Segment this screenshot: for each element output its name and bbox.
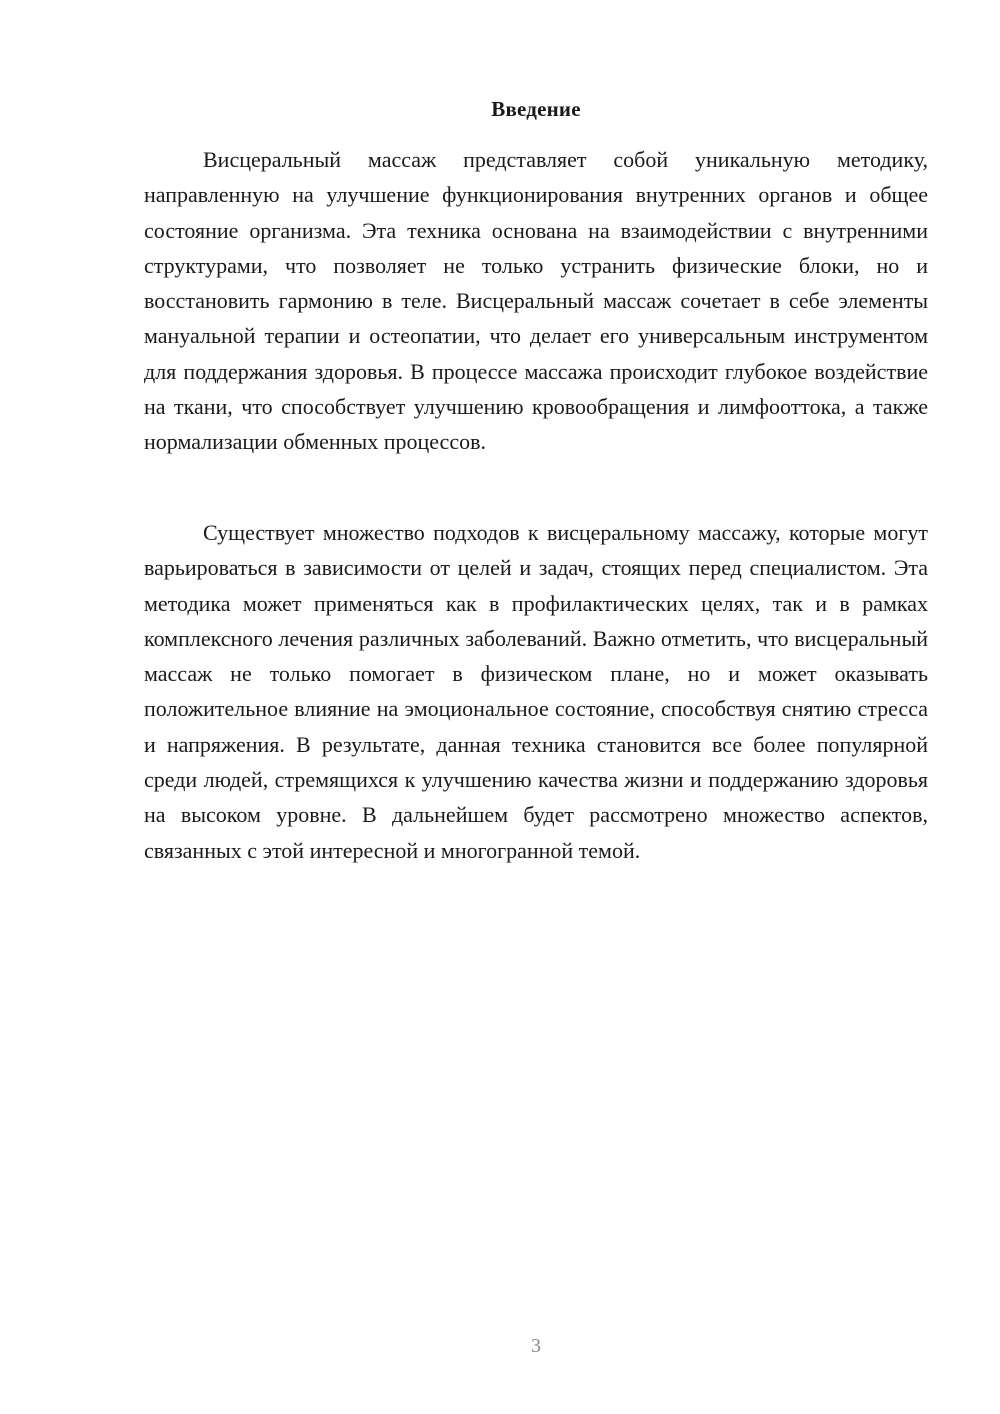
paragraph-1: Висцеральный массаж представляет собой уникальную методику, направленную на улучшение функционирования внутренних органов и общее состояние организма. Эта техника основана на взаимодействии с внутренними структурами, что позволяет не только устранить физические блоки, но и восстановить гармонию в теле. Висцеральный массаж сочетает в себе элементы мануальной терапии и остеопатии, что делает его универсальным инструментом для поддержания здоровья. В процессе массажа происходит глубокое воздействие на ткани, что способствует улучшению кровообращения и лимфооттока, а также нормализации обменных процессов. (144, 147, 928, 455)
page-number: 3 (531, 1335, 541, 1357)
section-heading: Введение (491, 97, 581, 121)
paragraph-2: Существует множество подходов к висцеральному массажу, которые могут варьироваться в зависимости от целей и задач, стоящих перед специалистом. Эта методика может применяться как в профилактических целях, так и в рамках комплексного лечения различных заболеваний. Важно отметить, что висцеральный массаж не только помогает в физическом плане, но и может оказывать положительное влияние на эмоциональное состояние, способствуя снятию стресса и напряжения. В результате, данная техника становится все более популярной среди людей, стремящихся к улучшению качества жизни и поддержанию здоровья на высоком уровне. В дальнейшем будет рассмотрено множество аспектов, связанных с этой интересной и многогранной темой. (144, 520, 928, 863)
